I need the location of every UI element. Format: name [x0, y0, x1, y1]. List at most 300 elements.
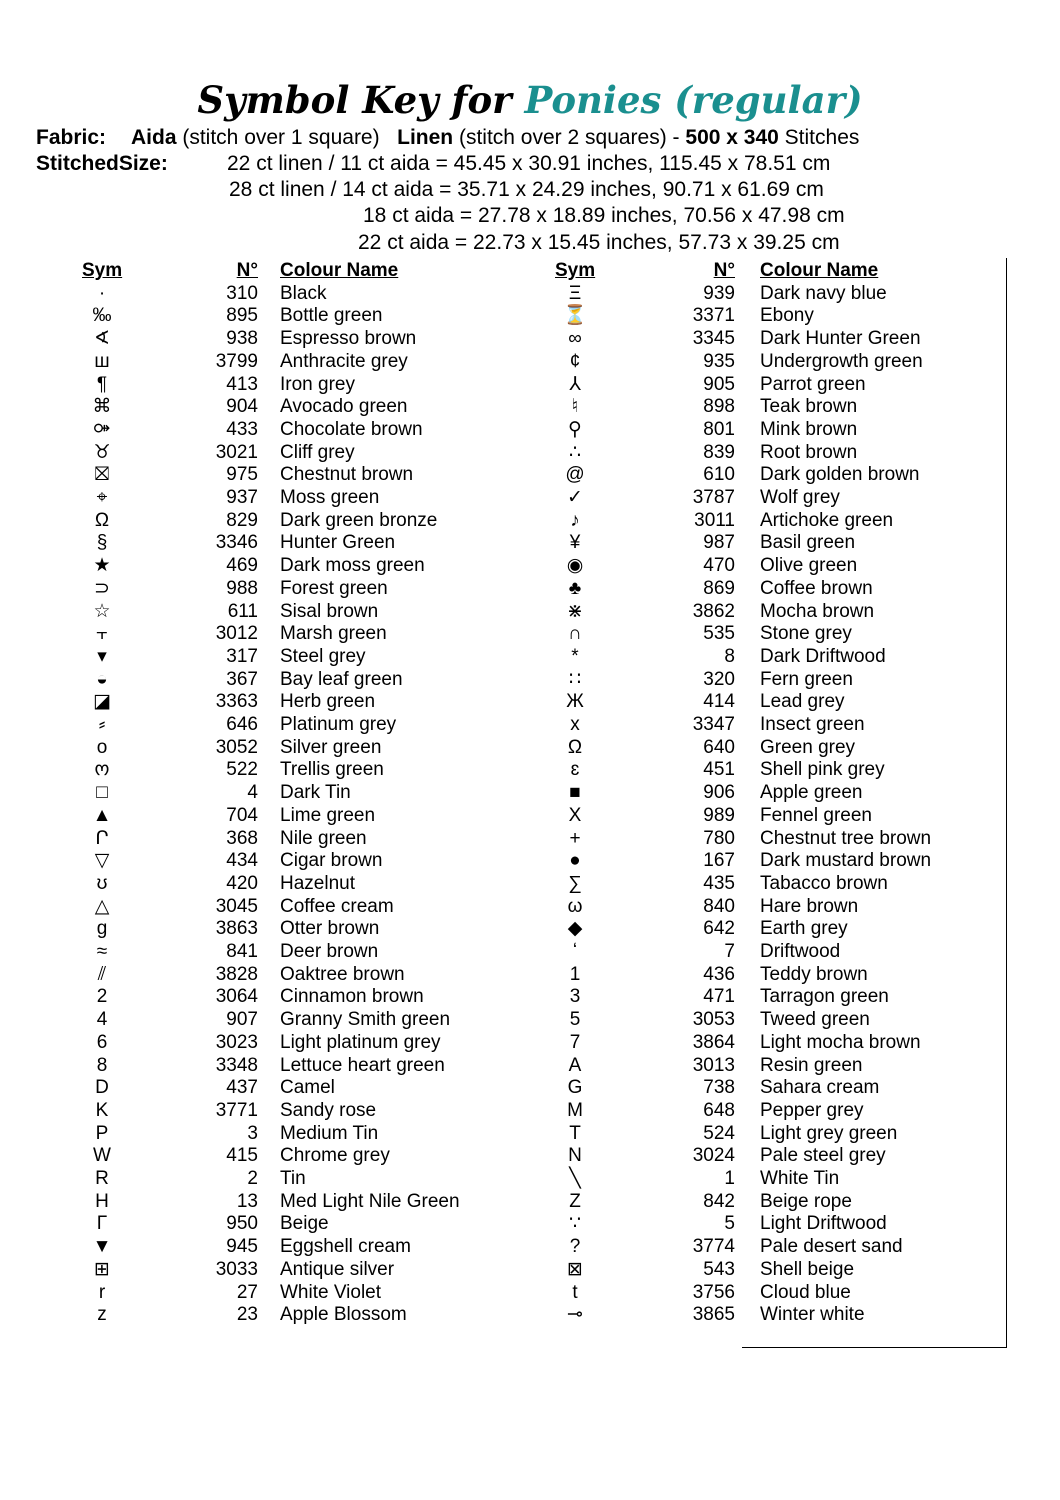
thread-number-cell: 3013 [692, 1054, 735, 1076]
colour-name-cell: Resin green [760, 1054, 863, 1076]
table-row [82, 487, 542, 510]
thread-number-cell: 3346 [215, 532, 258, 554]
thread-number-cell: 4 [247, 782, 258, 804]
colour-name-cell: Avocado green [280, 396, 408, 418]
colour-name-cell: Eggshell cream [280, 1236, 411, 1258]
thread-number-cell: 7 [724, 941, 735, 962]
colour-name-cell: Hunter Green [280, 532, 396, 554]
colour-name-cell: Moss green [280, 487, 380, 508]
stitch-dimensions: 500 x 340 [685, 126, 779, 149]
colour-name-cell: Dark Tin [280, 782, 351, 804]
table-row [82, 1032, 542, 1055]
sym-header: Sym [555, 260, 596, 281]
thread-number-cell: 801 [703, 418, 735, 440]
num-header: N° [713, 260, 735, 281]
fabric-label: Fabric: [36, 126, 107, 149]
table-row [82, 1259, 542, 1282]
title-prefix: Symbol Key for [197, 78, 512, 122]
symbol-cell: ∑ [568, 872, 582, 894]
colour-name-cell: Dark golden brown [760, 464, 920, 486]
table-row [555, 850, 1015, 873]
colour-name-cell: Shell beige [760, 1258, 855, 1280]
table-row [555, 896, 1015, 919]
colour-name-cell: Artichoke green [760, 509, 894, 531]
thread-number-cell: 945 [226, 1236, 258, 1258]
table-row [555, 601, 1015, 624]
thread-number-cell: 414 [703, 691, 735, 713]
thread-number-cell: 3052 [215, 736, 258, 758]
thread-number-cell: 3865 [692, 1304, 735, 1326]
thread-number-cell: 839 [703, 441, 735, 463]
table-row [82, 1145, 542, 1168]
symbol-cell: P [95, 1122, 109, 1144]
symbol-cell: ⏳ [563, 305, 587, 327]
symbol-cell: A [568, 1054, 582, 1076]
thread-number-cell: 3011 [694, 509, 735, 531]
table-row [82, 691, 542, 714]
colour-name-cell: Pale steel grey [760, 1145, 886, 1167]
table-row [555, 1282, 1015, 1305]
colour-name-cell: Marsh green [280, 623, 387, 645]
colour-name-cell: Fennel green [760, 804, 872, 826]
thread-number-cell: 3787 [692, 487, 735, 508]
thread-number-cell: 3 [247, 1122, 258, 1144]
symbol-cell: 3 [569, 986, 581, 1008]
table-row [82, 918, 542, 941]
thread-number-cell: 975 [226, 464, 258, 486]
colour-name-cell: Espresso brown [280, 328, 417, 350]
thread-number-cell: 3774 [692, 1236, 735, 1258]
thread-number-cell: 27 [236, 1281, 258, 1303]
thread-number-cell: 3862 [692, 600, 735, 622]
symbol-cell: ⊞ [94, 1258, 110, 1280]
table-row [82, 759, 542, 782]
thread-number-cell: 841 [226, 941, 258, 962]
colour-name-cell: Camel [280, 1077, 335, 1099]
symbol-cell: ⫽ [97, 963, 107, 985]
table-row [82, 964, 542, 987]
table-header [82, 260, 542, 283]
symbol-cell: D [95, 1077, 109, 1099]
colour-name-cell: White Tin [760, 1168, 840, 1189]
colour-name-cell: Iron grey [280, 373, 355, 395]
colour-name-cell: Driftwood [760, 941, 841, 962]
symbol-cell: △ [94, 895, 110, 917]
symbol-cell: 4 [96, 1009, 108, 1031]
symbol-cell: 1 [569, 963, 581, 985]
symbol-cell: ? [569, 1236, 581, 1258]
table-row [555, 283, 1015, 306]
thread-number-cell: 543 [703, 1258, 735, 1280]
thread-number-cell: 3348 [215, 1054, 258, 1076]
table-row [555, 510, 1015, 533]
colour-name-cell: Teak brown [760, 396, 858, 418]
thread-number-cell: 8 [724, 645, 735, 667]
stitched-size-1: 22 ct linen / 11 ct aida = 45.45 x 30.91 inches, 115.45 x 78.51 cm [227, 152, 831, 175]
table-row [555, 1236, 1015, 1259]
symbol-cell: o [96, 736, 108, 758]
symbol-cell: ⊸ [567, 1304, 583, 1326]
colour-name-header: Colour Name [280, 260, 399, 281]
thread-number-cell: 435 [703, 872, 735, 894]
symbol-cell: M [567, 1099, 583, 1121]
thread-number-cell: 3828 [215, 963, 258, 985]
table-row [555, 1304, 1015, 1327]
thread-number-cell: 524 [703, 1122, 735, 1144]
symbol-cell: Χ [568, 804, 582, 826]
symbol-cell: ⚲ [568, 418, 582, 440]
symbol-cell: ⋇ [567, 600, 583, 622]
colour-name-cell: Green grey [760, 736, 856, 758]
colour-name-cell: Nile green [280, 827, 367, 849]
colour-name-cell: Tin [280, 1168, 306, 1189]
thread-number-cell: 3799 [215, 350, 258, 372]
colour-name-cell: Dark Driftwood [760, 645, 886, 667]
table-row [555, 1259, 1015, 1282]
symbol-cell: ∷ [568, 668, 582, 690]
table-row [82, 828, 542, 851]
thread-number-cell: 904 [226, 396, 258, 418]
thread-number-cell: 3863 [215, 918, 258, 940]
table-row [82, 555, 542, 578]
table-row [82, 601, 542, 624]
symbol-cell: x [570, 714, 580, 735]
table-row [82, 351, 542, 374]
colour-name-cell: Antique silver [280, 1258, 395, 1280]
thread-number-cell: 3363 [215, 691, 258, 713]
symbol-cell: ◪ [93, 691, 111, 713]
thread-number-cell: 437 [226, 1077, 258, 1099]
thread-number-cell: 3371 [692, 305, 735, 327]
symbol-cell: ‰ [92, 305, 112, 327]
colour-name-cell: Forest green [280, 577, 388, 599]
colour-name-cell: Bay leaf green [280, 668, 403, 690]
table-header [555, 260, 1015, 283]
colour-name-cell: Chestnut brown [280, 464, 414, 486]
colour-name-cell: Dark Hunter Green [760, 328, 921, 350]
symbol-cell: ≈ [96, 941, 108, 962]
symbol-cell: ¢ [569, 350, 581, 372]
colour-name-cell: Medium Tin [280, 1122, 379, 1144]
colour-name-cell: Winter white [760, 1304, 865, 1326]
colour-name-cell: Cloud blue [760, 1281, 851, 1303]
table-row [555, 1100, 1015, 1123]
thread-number-cell: 3756 [692, 1281, 735, 1303]
symbol-cell: ⊃ [94, 577, 110, 599]
pattern-name: Ponies (regular) [524, 78, 863, 122]
thread-number-cell: 535 [703, 623, 735, 645]
colour-name-cell: Light Driftwood [760, 1213, 887, 1235]
table-row [82, 669, 542, 692]
thread-number-cell: 413 [226, 373, 258, 395]
colour-name-cell: Cliff grey [280, 441, 355, 463]
symbol-cell: ▲ [92, 804, 112, 826]
thread-number-cell: 3045 [215, 895, 258, 917]
symbol-cell: ⚩ [94, 418, 110, 440]
colour-name-cell: Sahara cream [760, 1077, 880, 1099]
symbol-cell: W [93, 1145, 111, 1167]
thread-number-cell: 415 [226, 1145, 258, 1167]
thread-number-cell: 469 [226, 555, 258, 577]
table-row [82, 805, 542, 828]
symbol-cell: ◆ [567, 918, 583, 940]
thread-number-cell: 367 [226, 668, 258, 690]
thread-number-cell: 642 [703, 918, 735, 940]
colour-name-cell: Med Light Nile Green [280, 1190, 460, 1212]
colour-name-cell: Sandy rose [280, 1099, 377, 1121]
thread-number-cell: 780 [703, 827, 735, 849]
colour-name-cell: Trellis green [280, 759, 384, 781]
colour-name-cell: Beige [280, 1213, 329, 1235]
colour-name-cell: Dark moss green [280, 555, 425, 577]
thread-number-cell: 451 [703, 759, 735, 781]
thread-number-cell: 989 [703, 804, 735, 826]
table-row [555, 419, 1015, 442]
table-row [82, 578, 542, 601]
symbol-cell: ∢ [94, 328, 110, 350]
fabric-aida-note: (stitch over 1 square) [182, 126, 380, 149]
colour-name-cell: Dark navy blue [760, 282, 887, 304]
colour-name-cell: Mink brown [760, 418, 858, 440]
symbol-cell: · [98, 282, 106, 304]
table-row [555, 1191, 1015, 1214]
thread-number-cell: 907 [226, 1009, 258, 1031]
thread-number-cell: 5 [724, 1213, 735, 1235]
symbol-cell: @ [565, 464, 585, 486]
colour-name-cell: Coffee cream [280, 895, 394, 917]
table-row [555, 351, 1015, 374]
thread-number-cell: 522 [226, 759, 258, 781]
table-row [82, 419, 542, 442]
fabric-aida: Aida [131, 126, 177, 149]
symbol-cell: ⌖ [96, 487, 108, 508]
symbol-cell: Ξ [568, 282, 582, 304]
thread-number-cell: 3024 [692, 1145, 735, 1167]
colour-name-cell: Pepper grey [760, 1099, 864, 1121]
table-row [555, 374, 1015, 397]
symbol-cell: ∴ [568, 441, 582, 463]
symbol-cell: Ω [567, 736, 583, 758]
thread-number-cell: 938 [226, 328, 258, 350]
colour-name-cell: Stone grey [760, 623, 852, 645]
symbol-cell: ● [569, 850, 581, 872]
table-row [555, 714, 1015, 737]
stitched-size-label: StitchedSize: [36, 152, 168, 175]
symbol-cell: Ж [566, 691, 584, 713]
table-row [555, 532, 1015, 555]
table-row [82, 374, 542, 397]
thread-number-cell: 436 [703, 963, 735, 985]
thread-number-cell: 842 [703, 1190, 735, 1212]
colour-name-cell: Basil green [760, 532, 856, 554]
table-row [555, 1055, 1015, 1078]
right-border-line [1006, 258, 1007, 1348]
table-row [82, 646, 542, 669]
table-row [555, 964, 1015, 987]
colour-name-cell: Chestnut tree brown [760, 827, 932, 849]
thread-number-cell: 3347 [692, 714, 735, 735]
thread-number-cell: 320 [703, 668, 735, 690]
thread-number-cell: 611 [227, 600, 258, 622]
table-row [555, 828, 1015, 851]
stitched-size-2: 28 ct linen / 14 ct aida = 35.71 x 24.29 inches, 90.71 x 61.69 cm [229, 178, 824, 201]
colour-name-cell: White Violet [280, 1281, 382, 1303]
colour-name-cell: Ebony [760, 305, 814, 327]
symbol-cell: □ [96, 782, 108, 804]
sym-header: Sym [82, 260, 123, 281]
fabric-linen: Linen [397, 126, 454, 149]
symbol-cell: ⛝ [94, 464, 110, 486]
symbol-cell: + [569, 827, 581, 849]
table-row [555, 873, 1015, 896]
page-title [0, 76, 1060, 124]
thread-number-cell: 935 [703, 350, 735, 372]
colour-name-cell: Shell pink grey [760, 759, 885, 781]
symbol-cell: ✓ [567, 487, 583, 508]
fabric-linen-note: (stitch over 2 squares) - [458, 126, 680, 149]
stitched-size-3: 18 ct aida = 27.78 x 18.89 inches, 70.56 x 47.98 cm [363, 204, 845, 227]
symbol-cell: § [96, 532, 108, 554]
table-row [82, 873, 542, 896]
table-row [82, 1304, 542, 1327]
table-row [555, 918, 1015, 941]
table-row [82, 464, 542, 487]
thread-number-cell: 738 [703, 1077, 735, 1099]
table-row [555, 623, 1015, 646]
colour-name-cell: Root brown [760, 441, 858, 463]
colour-name-cell: Mocha brown [760, 600, 875, 622]
table-row [555, 691, 1015, 714]
symbol-cell: ★ [93, 555, 111, 577]
colour-name-cell: Silver green [280, 736, 382, 758]
colour-name-cell: Cigar brown [280, 850, 383, 872]
table-row [555, 941, 1015, 964]
thread-number-cell: 433 [226, 418, 258, 440]
symbol-cell: 6 [96, 1031, 108, 1053]
colour-name-cell: Tabacco brown [760, 872, 888, 894]
colour-name-cell: Dark green bronze [280, 509, 438, 531]
symbol-cell: g [96, 918, 108, 940]
thread-number-cell: 167 [703, 850, 735, 872]
colour-name-cell: Black [280, 282, 327, 304]
table-row [555, 578, 1015, 601]
thread-number-cell: 3021 [215, 441, 258, 463]
table-row [555, 396, 1015, 419]
table-row [555, 1077, 1015, 1100]
symbol-cell: ш [94, 350, 110, 372]
colour-name-cell: Teddy brown [760, 963, 868, 985]
symbol-cell: * [571, 645, 579, 667]
table-row [82, 1123, 542, 1146]
symbol-cell: ◉ [566, 555, 584, 577]
symbol-cell: N [568, 1145, 582, 1167]
table-row [82, 328, 542, 351]
table-row [555, 986, 1015, 1009]
symbol-cell: ¶ [96, 373, 108, 395]
colour-name-cell: Platinum grey [280, 714, 397, 735]
colour-name-cell: Deer brown [280, 941, 379, 962]
table-row [555, 305, 1015, 328]
thread-number-cell: 368 [226, 827, 258, 849]
symbol-cell: r [98, 1281, 106, 1303]
thread-number-cell: 704 [226, 804, 258, 826]
symbol-cell: 7 [569, 1031, 581, 1053]
colour-name-cell: Dark mustard brown [760, 850, 932, 872]
table-row [82, 1009, 542, 1032]
table-row [82, 532, 542, 555]
colour-name-cell: Lettuce heart green [280, 1054, 445, 1076]
table-row [82, 850, 542, 873]
symbol-cell: ω [567, 895, 583, 917]
table-row [82, 1077, 542, 1100]
table-row [555, 1168, 1015, 1191]
symbol-cell: ɛ [570, 759, 580, 781]
colour-name-cell: Earth grey [760, 918, 848, 940]
symbol-cell: Z [569, 1190, 581, 1212]
symbol-cell: ო [94, 759, 110, 781]
colour-name-cell: Herb green [280, 691, 376, 713]
thread-number-cell: 895 [226, 305, 258, 327]
thread-number-cell: 13 [236, 1190, 258, 1212]
symbol-cell: ʊ [96, 872, 108, 894]
colour-name-cell: Anthracite grey [280, 350, 408, 372]
symbol-cell: ♪ [570, 509, 580, 531]
table-row [82, 283, 542, 306]
symbol-cell: ☆ [93, 600, 111, 622]
table-row [555, 805, 1015, 828]
symbol-cell: ♮ [571, 396, 579, 418]
thread-number-cell: 2 [247, 1168, 258, 1189]
symbol-cell: ⌘ [92, 396, 112, 418]
table-row [82, 305, 542, 328]
colour-name-cell: Pale desert sand [760, 1236, 903, 1258]
symbol-cell: T [569, 1122, 581, 1144]
thread-number-cell: 3033 [215, 1258, 258, 1280]
table-row [82, 1100, 542, 1123]
thread-number-cell: 434 [226, 850, 258, 872]
thread-number-cell: 3771 [215, 1099, 258, 1121]
table-row [555, 442, 1015, 465]
table-row [82, 941, 542, 964]
colour-name-cell: Light platinum grey [280, 1031, 441, 1053]
table-row [555, 328, 1015, 351]
symbol-cell: G [567, 1077, 583, 1099]
table-row [82, 623, 542, 646]
thread-number-cell: 988 [226, 577, 258, 599]
symbol-cell: ♉ [93, 441, 111, 463]
table-row [82, 782, 542, 805]
colour-name-cell: Insect green [760, 714, 865, 735]
colour-name-cell: Apple green [760, 782, 863, 804]
colour-name-cell: Hazelnut [280, 872, 355, 894]
table-row [555, 1123, 1015, 1146]
symbol-cell: ▽ [94, 850, 110, 872]
table-row [555, 555, 1015, 578]
colour-name-cell: Beige rope [760, 1190, 852, 1212]
table-row [82, 510, 542, 533]
thread-number-cell: 906 [703, 782, 735, 804]
thread-number-cell: 3064 [215, 986, 258, 1008]
table-row [82, 1282, 542, 1305]
table-row [555, 1009, 1015, 1032]
symbol-cell: ⫟ [96, 623, 108, 645]
symbol-cell: ∵ [568, 1213, 582, 1235]
symbol-cell: 8 [96, 1054, 108, 1076]
colour-name-cell: Undergrowth green [760, 350, 923, 372]
colour-name-cell: Tweed green [760, 1009, 870, 1031]
symbol-cell: ⅄ [569, 373, 581, 395]
table-row [555, 646, 1015, 669]
